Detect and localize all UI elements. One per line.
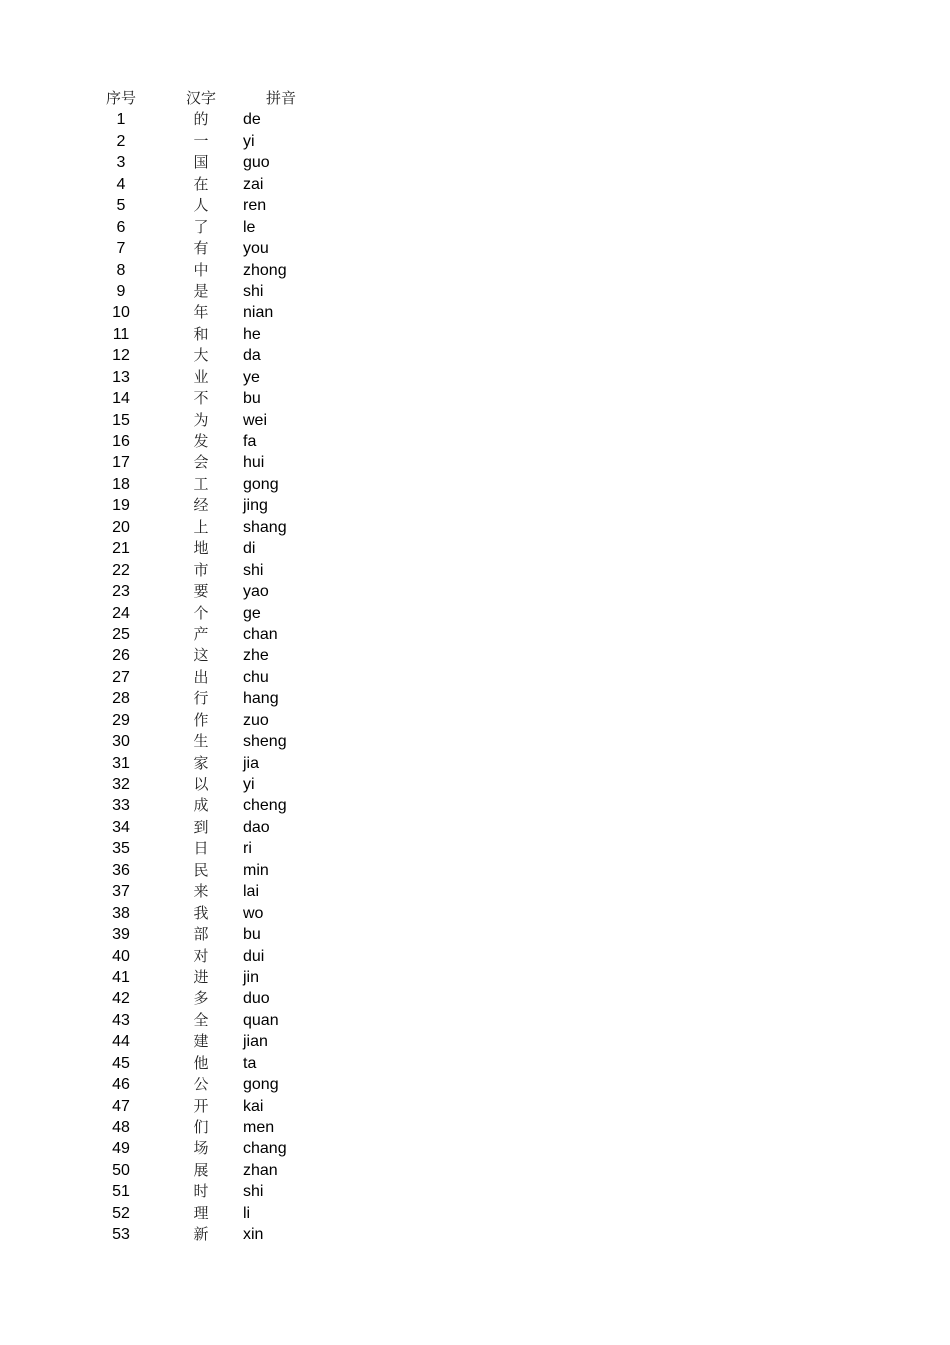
row-pinyin: zhan bbox=[243, 1161, 278, 1179]
table-row bbox=[0, 645, 950, 666]
row-pinyin: bu bbox=[243, 390, 261, 408]
row-number: 35 bbox=[112, 840, 130, 858]
row-number: 16 bbox=[112, 433, 130, 450]
row-pinyin: shang bbox=[243, 518, 287, 536]
table-row bbox=[0, 388, 950, 409]
row-hanzi: 经 bbox=[193, 496, 209, 515]
row-hanzi: 行 bbox=[193, 689, 209, 708]
row-hanzi: 不 bbox=[193, 389, 209, 408]
row-hanzi: 是 bbox=[193, 281, 209, 300]
row-hanzi: 家 bbox=[193, 753, 209, 772]
row-number: 3 bbox=[116, 154, 126, 172]
row-hanzi: 们 bbox=[193, 1118, 209, 1136]
row-pinyin: chu bbox=[243, 668, 269, 686]
table-row bbox=[0, 667, 950, 688]
table-row bbox=[0, 538, 950, 559]
table-row bbox=[0, 1053, 950, 1074]
row-number: 4 bbox=[116, 175, 126, 193]
row-number: 53 bbox=[112, 1226, 130, 1244]
table-row bbox=[0, 710, 950, 731]
row-number: 1 bbox=[116, 111, 126, 129]
row-pinyin: shi bbox=[243, 561, 264, 579]
row-pinyin: xin bbox=[243, 1226, 264, 1244]
row-pinyin: ren bbox=[243, 197, 267, 215]
header-number: 序号 bbox=[105, 89, 136, 107]
row-number: 23 bbox=[112, 583, 130, 601]
row-number: 8 bbox=[116, 261, 126, 279]
row-hanzi: 多 bbox=[193, 989, 209, 1008]
table-row bbox=[0, 624, 950, 645]
row-number: 19 bbox=[112, 497, 130, 515]
table-row bbox=[0, 324, 950, 345]
row-hanzi: 个 bbox=[193, 603, 209, 622]
row-number: 5 bbox=[116, 197, 126, 215]
row-pinyin: cheng bbox=[243, 797, 287, 815]
row-number: 26 bbox=[112, 647, 130, 665]
row-hanzi: 作 bbox=[193, 710, 209, 729]
row-number: 37 bbox=[112, 883, 130, 901]
row-pinyin: ta bbox=[243, 1054, 257, 1072]
row-hanzi: 国 bbox=[193, 153, 209, 172]
row-number: 43 bbox=[112, 1011, 130, 1029]
row-pinyin: min bbox=[243, 861, 269, 879]
table-row bbox=[0, 174, 950, 195]
row-number: 6 bbox=[116, 218, 126, 236]
row-pinyin: hui bbox=[243, 454, 265, 472]
row-pinyin: ge bbox=[243, 604, 261, 622]
row-pinyin: zai bbox=[243, 175, 264, 193]
table-row bbox=[0, 881, 950, 902]
row-pinyin: jing bbox=[243, 497, 268, 515]
row-pinyin: hang bbox=[243, 690, 279, 708]
row-number: 45 bbox=[112, 1054, 130, 1072]
table-body bbox=[0, 109, 950, 1245]
header-pinyin: 拼音 bbox=[265, 89, 296, 107]
row-hanzi: 产 bbox=[193, 624, 209, 643]
table-row bbox=[0, 345, 950, 366]
row-number: 28 bbox=[112, 690, 130, 708]
row-number: 38 bbox=[112, 904, 130, 922]
row-hanzi: 以 bbox=[193, 775, 209, 793]
row-pinyin: lai bbox=[243, 883, 260, 901]
table-row bbox=[0, 1160, 950, 1181]
row-pinyin: de bbox=[243, 111, 261, 129]
row-hanzi: 生 bbox=[193, 732, 209, 751]
row-number: 51 bbox=[112, 1183, 130, 1201]
table-row bbox=[0, 152, 950, 173]
row-number: 18 bbox=[112, 475, 130, 493]
table-row bbox=[0, 581, 950, 602]
row-number: 24 bbox=[112, 604, 130, 622]
row-number: 32 bbox=[112, 776, 130, 793]
row-pinyin: jia bbox=[243, 754, 260, 772]
table-row bbox=[0, 753, 950, 774]
table-row bbox=[0, 281, 950, 302]
row-pinyin: chan bbox=[243, 625, 278, 643]
table-row bbox=[0, 1010, 950, 1031]
row-number: 30 bbox=[112, 733, 130, 751]
table-row bbox=[0, 109, 950, 130]
table-row bbox=[0, 302, 950, 323]
row-hanzi: 展 bbox=[193, 1160, 209, 1179]
row-hanzi: 大 bbox=[193, 346, 209, 365]
table-row bbox=[0, 495, 950, 516]
table-row bbox=[0, 560, 950, 581]
table-row bbox=[0, 1117, 950, 1138]
row-hanzi: 日 bbox=[193, 839, 209, 858]
table-row bbox=[0, 131, 950, 152]
row-number: 15 bbox=[112, 411, 130, 429]
table-row bbox=[0, 238, 950, 259]
row-number: 47 bbox=[112, 1097, 130, 1115]
row-hanzi: 时 bbox=[193, 1182, 209, 1201]
row-number: 48 bbox=[112, 1119, 130, 1136]
table-row bbox=[0, 838, 950, 859]
row-hanzi: 发 bbox=[193, 432, 209, 450]
row-hanzi: 中 bbox=[193, 260, 209, 279]
row-hanzi: 场 bbox=[193, 1139, 209, 1158]
row-hanzi: 市 bbox=[193, 560, 209, 579]
row-hanzi: 部 bbox=[193, 925, 209, 944]
row-hanzi: 工 bbox=[193, 474, 209, 493]
header-hanzi: 汉字 bbox=[185, 89, 216, 107]
row-hanzi: 公 bbox=[193, 1075, 209, 1094]
row-hanzi: 和 bbox=[193, 324, 209, 343]
row-pinyin: he bbox=[243, 325, 261, 343]
row-pinyin: yao bbox=[243, 583, 269, 601]
row-number: 7 bbox=[116, 240, 126, 258]
table-row bbox=[0, 452, 950, 473]
table-row bbox=[0, 795, 950, 816]
row-number: 11 bbox=[112, 325, 130, 343]
row-number: 34 bbox=[112, 818, 130, 836]
row-number: 14 bbox=[112, 390, 130, 408]
row-pinyin: zhong bbox=[243, 261, 287, 279]
row-hanzi: 地 bbox=[193, 539, 209, 558]
row-pinyin: gong bbox=[243, 1076, 279, 1094]
row-pinyin: nian bbox=[243, 304, 274, 322]
row-hanzi: 他 bbox=[193, 1053, 209, 1072]
row-hanzi: 的 bbox=[193, 110, 209, 129]
character-table bbox=[0, 88, 950, 1246]
row-hanzi: 我 bbox=[193, 903, 209, 922]
row-number: 41 bbox=[112, 968, 130, 986]
table-row bbox=[0, 688, 950, 709]
table-row bbox=[0, 260, 950, 281]
table-row bbox=[0, 1224, 950, 1245]
row-number: 17 bbox=[112, 454, 130, 472]
row-hanzi: 了 bbox=[193, 217, 209, 236]
row-number: 21 bbox=[112, 540, 130, 558]
row-pinyin: bu bbox=[243, 926, 261, 944]
row-hanzi: 有 bbox=[193, 239, 209, 258]
table-row bbox=[0, 367, 950, 388]
row-hanzi: 在 bbox=[193, 174, 209, 193]
row-number: 25 bbox=[112, 625, 130, 643]
row-pinyin: gong bbox=[243, 475, 279, 493]
row-hanzi: 出 bbox=[193, 667, 209, 686]
row-hanzi: 进 bbox=[193, 967, 209, 986]
table-row bbox=[0, 988, 950, 1009]
row-hanzi: 全 bbox=[193, 1010, 209, 1029]
row-number: 9 bbox=[116, 282, 126, 300]
table-row bbox=[0, 1031, 950, 1052]
row-hanzi: 新 bbox=[193, 1225, 209, 1244]
row-hanzi: 要 bbox=[193, 582, 209, 601]
row-pinyin: yi bbox=[243, 132, 255, 150]
row-number: 52 bbox=[112, 1204, 130, 1222]
row-number: 50 bbox=[112, 1161, 130, 1179]
row-number: 2 bbox=[116, 132, 126, 150]
row-pinyin: zuo bbox=[243, 711, 269, 729]
row-number: 27 bbox=[112, 668, 130, 686]
table-row bbox=[0, 1181, 950, 1202]
row-pinyin: fa bbox=[243, 433, 257, 450]
row-pinyin: men bbox=[243, 1119, 275, 1136]
table-row bbox=[0, 967, 950, 988]
row-pinyin: kai bbox=[243, 1097, 264, 1115]
row-number: 20 bbox=[112, 518, 130, 536]
row-hanzi: 开 bbox=[193, 1096, 209, 1115]
table-row bbox=[0, 1096, 950, 1117]
table-row bbox=[0, 860, 950, 881]
row-hanzi: 一 bbox=[193, 131, 209, 150]
table-row bbox=[0, 195, 950, 216]
row-hanzi: 业 bbox=[193, 367, 209, 386]
row-hanzi: 民 bbox=[193, 860, 209, 879]
row-hanzi: 为 bbox=[193, 410, 209, 429]
row-number: 36 bbox=[112, 861, 130, 879]
table-row bbox=[0, 774, 950, 795]
row-pinyin: guo bbox=[243, 154, 270, 172]
row-number: 49 bbox=[112, 1140, 130, 1158]
table-row bbox=[0, 410, 950, 431]
row-pinyin: jian bbox=[243, 1033, 268, 1051]
row-pinyin: wo bbox=[243, 904, 264, 922]
row-number: 13 bbox=[112, 368, 130, 386]
table-row bbox=[0, 1074, 950, 1095]
row-number: 42 bbox=[112, 990, 130, 1008]
row-hanzi: 会 bbox=[193, 453, 209, 472]
row-hanzi: 建 bbox=[193, 1032, 209, 1051]
row-pinyin: jin bbox=[243, 968, 260, 986]
row-pinyin: shi bbox=[243, 1183, 264, 1201]
row-hanzi: 理 bbox=[193, 1203, 209, 1222]
row-hanzi: 人 bbox=[193, 196, 209, 215]
row-pinyin: sheng bbox=[243, 733, 287, 751]
table-row bbox=[0, 474, 950, 495]
row-pinyin: dui bbox=[243, 947, 265, 965]
table-row bbox=[0, 817, 950, 838]
row-hanzi: 对 bbox=[193, 946, 209, 965]
row-pinyin: yi bbox=[243, 776, 255, 793]
row-pinyin: dao bbox=[243, 818, 270, 836]
row-number: 12 bbox=[112, 347, 130, 365]
row-hanzi: 这 bbox=[193, 646, 209, 665]
row-number: 10 bbox=[112, 304, 130, 322]
row-hanzi: 成 bbox=[193, 796, 209, 815]
row-hanzi: 到 bbox=[193, 817, 209, 836]
table-header-row bbox=[0, 88, 950, 109]
table-row bbox=[0, 1203, 950, 1224]
row-hanzi: 上 bbox=[193, 517, 209, 536]
row-pinyin: ri bbox=[243, 840, 252, 858]
row-pinyin: le bbox=[243, 218, 256, 236]
row-number: 46 bbox=[112, 1076, 130, 1094]
row-hanzi: 来 bbox=[193, 882, 209, 901]
row-pinyin: wei bbox=[243, 411, 268, 429]
row-number: 40 bbox=[112, 947, 130, 965]
table-row bbox=[0, 517, 950, 538]
row-hanzi: 年 bbox=[193, 303, 209, 322]
row-pinyin: zhe bbox=[243, 647, 269, 665]
row-number: 31 bbox=[112, 754, 130, 772]
row-pinyin: chang bbox=[243, 1140, 287, 1158]
row-number: 44 bbox=[112, 1033, 130, 1051]
row-pinyin: li bbox=[243, 1204, 251, 1222]
table-row bbox=[0, 431, 950, 452]
table-row bbox=[0, 603, 950, 624]
row-pinyin: da bbox=[243, 347, 261, 365]
row-pinyin: ye bbox=[243, 368, 260, 386]
row-pinyin: duo bbox=[243, 990, 270, 1008]
table-row bbox=[0, 946, 950, 967]
row-pinyin: you bbox=[243, 240, 269, 258]
row-pinyin: di bbox=[243, 540, 256, 558]
row-pinyin: quan bbox=[243, 1011, 279, 1029]
table-row bbox=[0, 924, 950, 945]
row-number: 39 bbox=[112, 926, 130, 944]
row-number: 33 bbox=[112, 797, 130, 815]
row-number: 29 bbox=[112, 711, 130, 729]
table-row bbox=[0, 1138, 950, 1159]
table-row bbox=[0, 731, 950, 752]
table-row bbox=[0, 903, 950, 924]
table-row bbox=[0, 217, 950, 238]
row-pinyin: shi bbox=[243, 282, 264, 300]
row-number: 22 bbox=[112, 561, 130, 579]
